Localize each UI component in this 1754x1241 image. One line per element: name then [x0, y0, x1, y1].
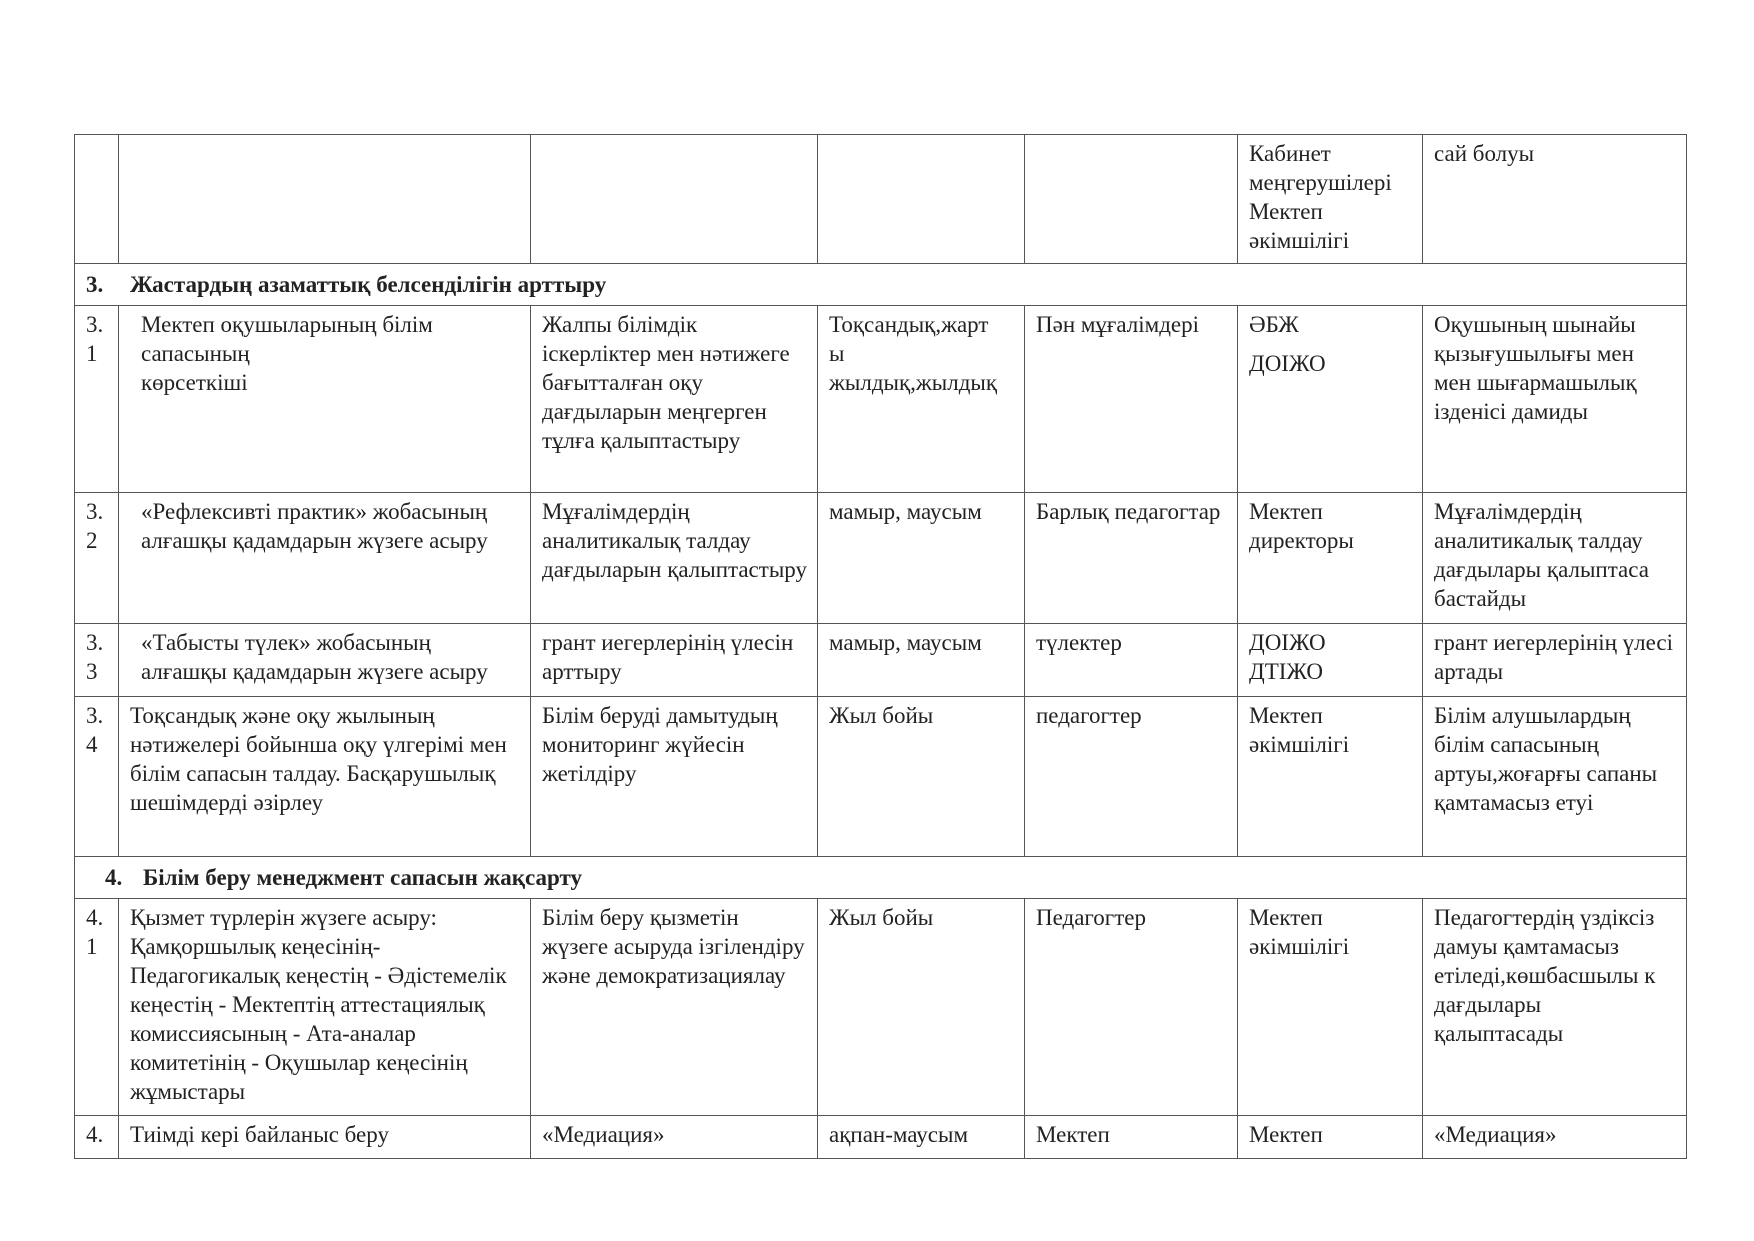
cell-goal — [531, 135, 818, 264]
cell-timing: Тоқсандық,жарт ы жылдық,жылдық — [818, 306, 1025, 493]
cell-result: грант иегерлерінің үлесі артады — [1423, 624, 1687, 697]
cell-num: 3. 2 — [75, 493, 119, 624]
cell-result: «Медиация» — [1423, 1116, 1687, 1159]
section-header-4 — [75, 857, 1687, 899]
cell-activity: «Табысты түлек» жобасының алғашқы қадамдарын жүзеге асыру — [119, 624, 531, 697]
table-row — [75, 899, 1687, 1116]
plan-table — [74, 134, 1687, 1159]
cell-num: 4. — [75, 1116, 119, 1159]
cell-responsible: ДОІЖО ДТІЖО — [1238, 624, 1423, 697]
cell-result: Білім алушылардың білім сапасының артуы,жоғарғы сапаны қамтамасыз етуі — [1423, 697, 1687, 857]
cell-goal: Жалпы білімдік іскерліктер мен нәтижеге бағытталған оқу дағдыларын меңгерген тұлға қалыптастыру — [531, 306, 818, 493]
cell-timing: мамыр, маусым — [818, 493, 1025, 624]
table-row — [75, 624, 1687, 697]
cell-timing: ақпан-маусым — [818, 1116, 1025, 1159]
cell-result: Мұғалімдердің аналитикалық талдау дағдылары қалыптаса бастайды — [1423, 493, 1687, 624]
cell-activity: Қызмет түрлерін жүзеге асыру: Қамқоршылық кеңесінің-Педагогикалық кеңестің - Әдістемелік кеңестің - Мектептің аттестациялық комиссиясының - Ата-аналар комитетінің - Оқушылар кеңесінің жұмыстары — [119, 899, 531, 1116]
cell-timing: Жыл бойы — [818, 899, 1025, 1116]
cell-executors: Педагогтер — [1025, 899, 1238, 1116]
section-number: 4. — [105, 865, 123, 890]
cell-responsible: Мектеп әкімшілігі — [1238, 697, 1423, 857]
cell-activity: Тиімді кері байланыс беру — [119, 1116, 531, 1159]
cell-goal: Білім беруді дамытудың мониторинг жүйесін жетілдіру — [531, 697, 818, 857]
section-title: Жастардың азаматтық белсенділігін арттыру — [130, 272, 607, 297]
responsible-line: ДОІЖО — [1249, 351, 1326, 376]
responsible-line: ӘБЖ — [1249, 312, 1299, 337]
cell-responsible: Мектеп — [1238, 1116, 1423, 1159]
cell-responsible: Мектеп әкімшілігі — [1238, 899, 1423, 1116]
cell-activity: Мектеп оқушыларының білім сапасының көрсеткіші — [119, 306, 531, 493]
cell-responsible — [1238, 306, 1423, 493]
cell-num: 3. 1 — [75, 306, 119, 493]
cell-timing: Жыл бойы — [818, 697, 1025, 857]
cell-result: Оқушының шынайы қызығушылығы мен мен шығармашылық ізденісі дамиды — [1423, 306, 1687, 493]
cell-num: 3. 3 — [75, 624, 119, 697]
cell-activity: Тоқсандық және оқу жылының нәтижелері бойынша оқу үлгерімі мен білім сапасын талдау. Басқарушылық шешімдерді әзірлеу — [119, 697, 531, 857]
cell-goal: грант иегерлерінің үлесін арттыру — [531, 624, 818, 697]
cell-executors — [1025, 135, 1238, 264]
section-header-3 — [75, 264, 1687, 306]
table-row — [75, 697, 1687, 857]
cell-num — [75, 135, 119, 264]
table-row — [75, 1116, 1687, 1159]
table-row — [75, 493, 1687, 624]
cell-responsible: Мектеп директоры — [1238, 493, 1423, 624]
section-title: Білім беру менеджмент сапасын жақсарту — [143, 865, 582, 890]
section-header-cell — [75, 857, 1687, 899]
cell-executors: Барлық педагогтар — [1025, 493, 1238, 624]
cell-executors: педагогтер — [1025, 697, 1238, 857]
cell-executors: Пән мұғалімдері — [1025, 306, 1238, 493]
cell-result: сай болуы — [1423, 135, 1687, 264]
cell-goal: «Медиация» — [531, 1116, 818, 1159]
section-number: 3. — [86, 272, 104, 297]
cell-num: 3. 4 — [75, 697, 119, 857]
cell-activity — [119, 135, 531, 264]
cell-activity: «Рефлексивті практик» жобасының алғашқы қадамдарын жүзеге асыру — [119, 493, 531, 624]
cell-goal: Мұғалімдердің аналитикалық талдау дағдыларын қалыптастыру — [531, 493, 818, 624]
cell-executors: Мектеп — [1025, 1116, 1238, 1159]
table-row — [75, 306, 1687, 493]
cell-timing: мамыр, маусым — [818, 624, 1025, 697]
cell-num: 4. 1 — [75, 899, 119, 1116]
table-row — [75, 135, 1687, 264]
cell-result: Педагогтердің үздіксіз дамуы қамтамасыз етіледі,көшбасшылы к дағдылары қалыптасады — [1423, 899, 1687, 1116]
cell-responsible: Кабинет меңгерушілері Мектеп әкімшілігі — [1238, 135, 1423, 264]
section-header-cell — [75, 264, 1687, 306]
cell-executors: түлектер — [1025, 624, 1238, 697]
cell-goal: Білім беру қызметін жүзеге асыруда ізгілендіру және демократизациялау — [531, 899, 818, 1116]
cell-timing — [818, 135, 1025, 264]
